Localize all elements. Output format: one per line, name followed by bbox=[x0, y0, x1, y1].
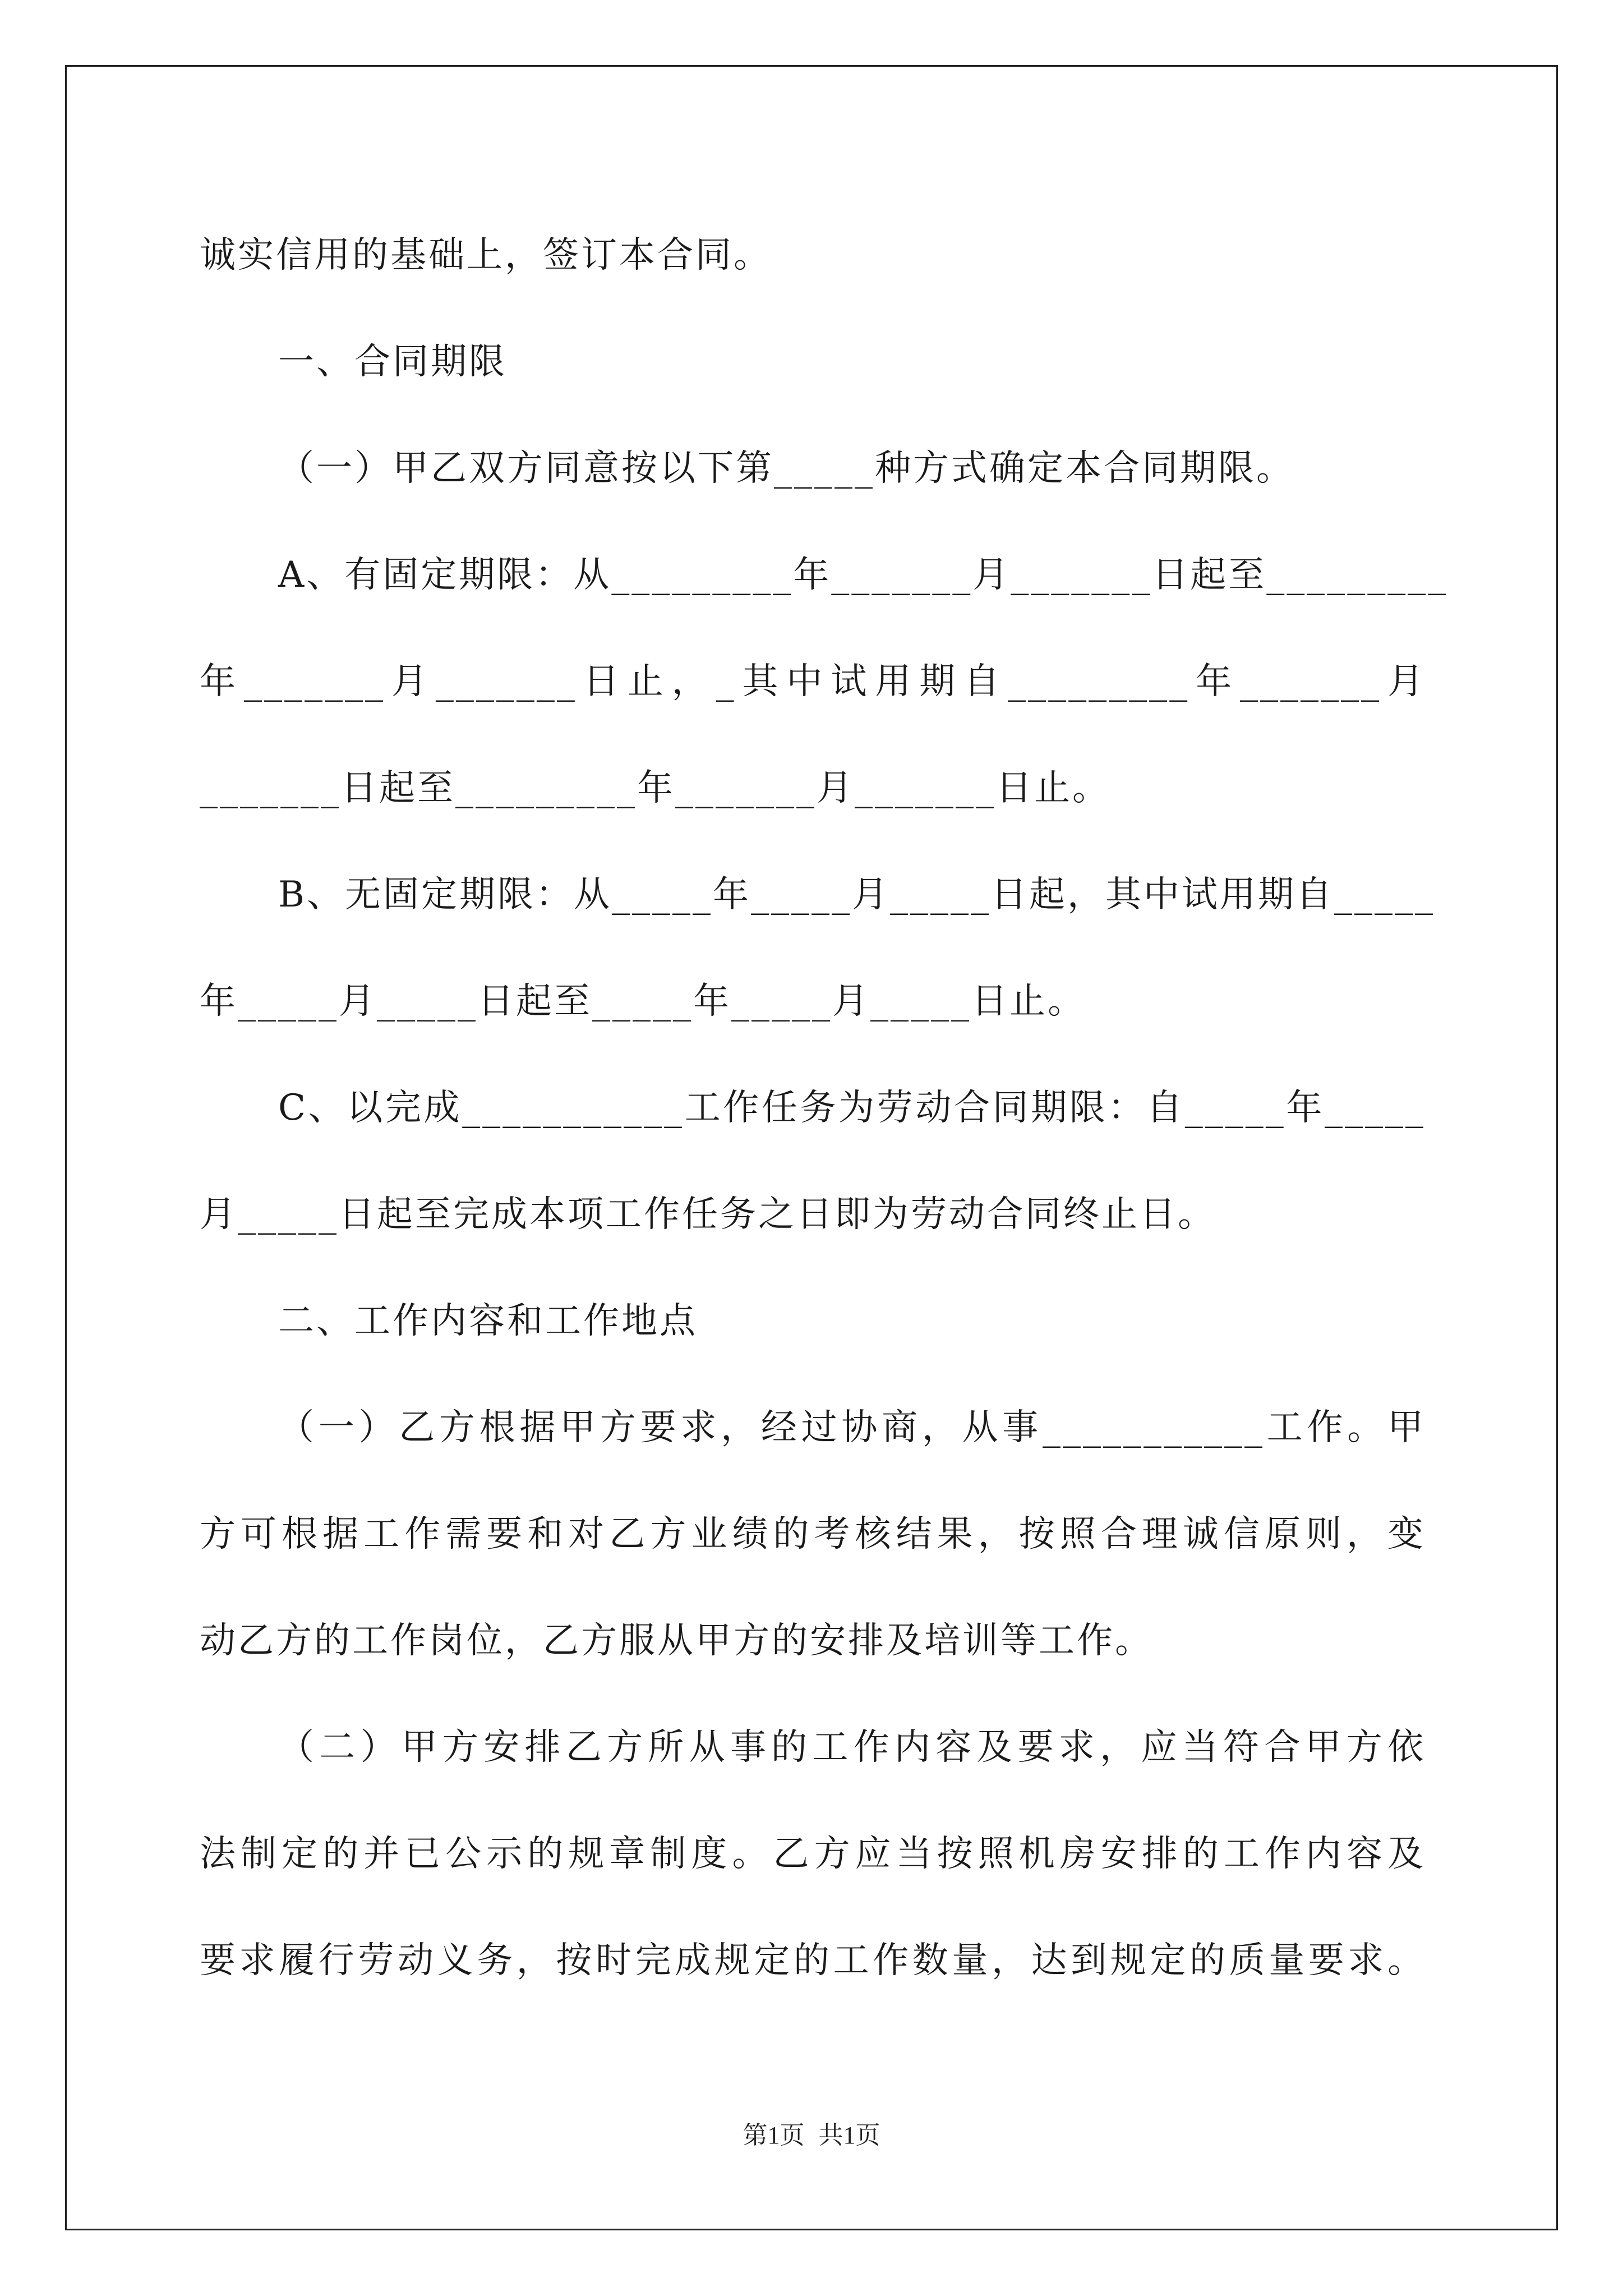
document-body bbox=[200, 202, 1449, 2014]
section-heading-work-content: 二、工作内容和工作地点 bbox=[278, 1300, 698, 1342]
page-footer: 第1页 共1页 bbox=[743, 2122, 880, 2149]
text-line-12: （一）乙方根据甲方要求，经过协商，从事___________工作。甲 bbox=[278, 1407, 1426, 1448]
text-line-16: 法制定的并已公示的规章制度。乙方应当按照机房安排的工作内容及 bbox=[200, 1833, 1426, 1875]
text-line-4: A、有固定期限：从_________年_______月_______日起至_________ bbox=[278, 554, 1449, 596]
text-line-10: 月_____日起至完成本项工作任务之日即为劳动合同终止日。 bbox=[200, 1194, 1216, 1235]
text-line-1: 诚实信用的基础上，签订本合同。 bbox=[200, 234, 772, 276]
section-heading-contract-term: 一、合同期限 bbox=[278, 341, 507, 383]
text-line-3: （一）甲乙双方同意按以下第_____种方式确定本合同期限。 bbox=[278, 448, 1294, 489]
text-line-15: （二）甲方安排乙方所从事的工作内容及要求，应当符合甲方依 bbox=[278, 1727, 1426, 1768]
text-line-13: 方可根据工作需要和对乙方业绩的考核结果，按照合理诚信原则，变 bbox=[200, 1513, 1426, 1555]
text-line-17: 要求履行劳动义务，按时完成规定的工作数量，达到规定的质量要求。 bbox=[200, 1940, 1426, 1981]
text-line-9: C、以完成___________工作任务为劳动合同期限：自_____年_____ bbox=[278, 1087, 1426, 1129]
text-line-7: B、无固定期限：从_____年_____月_____日起，其中试用期自_____ bbox=[278, 874, 1436, 915]
text-line-8: 年_____月_____日起至_____年_____月_____日止。 bbox=[200, 981, 1086, 1022]
text-line-5: 年_______月_______日止，_其中试用期自_________年_______月 bbox=[200, 661, 1426, 702]
text-line-6: _______日起至_________年_______月_______日止。 bbox=[200, 767, 1110, 809]
text-line-14: 动乙方的工作岗位，乙方服从甲方的安排及培训等工作。 bbox=[200, 1620, 1153, 1662]
